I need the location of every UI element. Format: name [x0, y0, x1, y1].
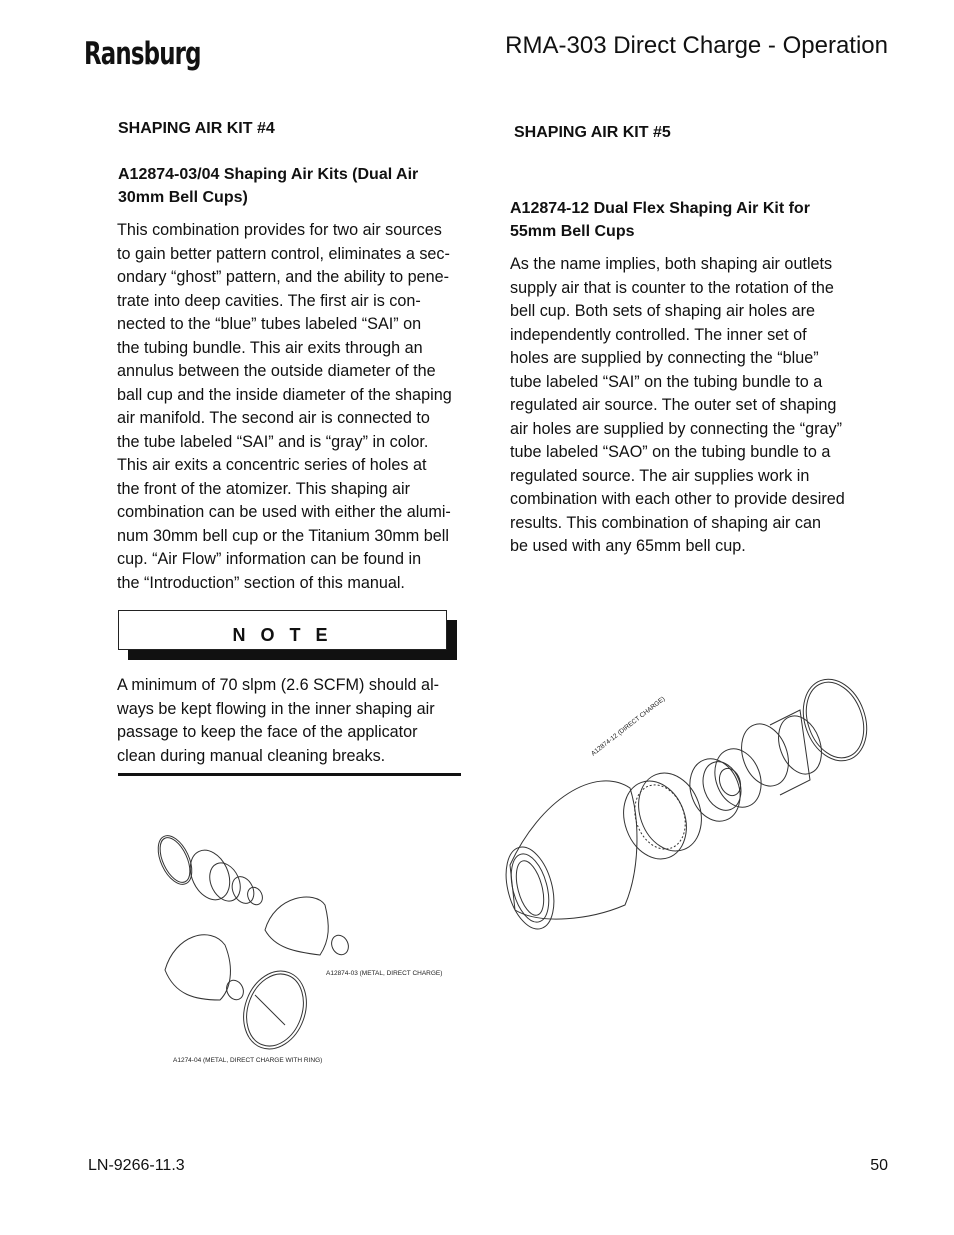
note-box [118, 610, 447, 650]
text-line: air manifold. The second air is connected to [117, 409, 430, 427]
text-line: combination can be used with either the alumi- [117, 503, 451, 521]
text-line: the “Introduction” section of this manual. [117, 573, 405, 592]
text-line: regulated source. The air supplies work in [510, 466, 810, 485]
left-kit-heading [118, 163, 418, 209]
dual-air-kit-illustration [155, 830, 455, 1060]
upper-figure-caption: A12874-03 (METAL, DIRECT CHARGE) [326, 970, 443, 977]
page-number: 50 [870, 1157, 888, 1174]
text-line: be used with any 65mm bell cup. [510, 537, 746, 555]
note-text [117, 674, 439, 768]
text-line: cup. “Air Flow” information can be found in [117, 550, 422, 568]
text-line: ways be kept flowing in the inner shaping air [117, 699, 435, 718]
text-line: This air exits a concentric series of holes at [117, 456, 427, 474]
left-kit-heading-line: 30mm Bell Cups) [118, 189, 248, 206]
note-divider [118, 773, 461, 776]
text-line: bell cup. Both sets of shaping air holes are [510, 302, 816, 320]
right-body-paragraph [510, 253, 845, 559]
text-line: air holes are supplied by connecting the “gray” [510, 419, 843, 438]
text-line: the front of the atomizer. This shaping air [117, 479, 411, 498]
text-line: tube labeled “SAI” on the tubing bundle to a [510, 372, 823, 391]
document-title: RMA-303 Direct Charge - Operation [505, 32, 888, 59]
text-line: nected to the “blue” tubes labeled “SAI” on [117, 315, 422, 333]
right-figure-caption: A12874-12 (DIRECT CHARGE) [590, 695, 667, 758]
right-section-heading: SHAPING AIR KIT #5 [514, 124, 671, 141]
text-line: ondary “ghost” pattern, and the ability to pene- [117, 268, 450, 286]
text-line: num 30mm bell cup or the Titanium 30mm bell [117, 526, 449, 545]
text-line: to gain better pattern control, eliminates a sec- [117, 244, 450, 263]
company-logo: Ransburg [84, 36, 201, 72]
text-line: A minimum of 70 slpm (2.6 SCFM) should al- [117, 676, 440, 694]
left-kit-heading-line: A12874-03/04 Shaping Air Kits (Dual Air [118, 166, 419, 183]
text-line: ball cup and the inside diameter of the shaping [117, 385, 452, 404]
text-line: supply air that is counter to the rotation of the [510, 278, 834, 297]
text-line: tube labeled “SAO” on the tubing bundle to a [510, 443, 831, 461]
lower-figure-caption: A1274-04 (METAL, DIRECT CHARGE WITH RING) [173, 1057, 323, 1064]
text-line: results. This combination of shaping air can [510, 513, 822, 532]
text-line: holes are supplied by connecting the “blue” [510, 349, 819, 367]
text-line: the tube labeled “SAI” and is “gray” in color. [117, 432, 429, 451]
right-kit-heading-line: 55mm Bell Cups [510, 223, 635, 240]
dual-flex-kit-illustration [500, 670, 880, 940]
text-line: passage to keep the face of the applicator [117, 723, 418, 741]
text-line: combination with each other to provide desired [510, 490, 845, 508]
text-line: regulated air source. The outer set of shaping [510, 396, 837, 414]
left-section-heading: SHAPING AIR KIT #4 [118, 120, 275, 137]
text-line: trate into deep cavities. The first air is con- [117, 291, 421, 310]
text-line: clean during manual cleaning breaks. [117, 746, 386, 765]
document-number: LN-9266-11.3 [88, 1157, 185, 1174]
right-kit-heading [510, 197, 810, 243]
text-line: As the name implies, both shaping air outlets [510, 255, 833, 273]
text-line: the tubing bundle. This air exits through an [117, 338, 423, 357]
text-line: This combination provides for two air sources [117, 221, 442, 239]
text-line: annulus between the outside diameter of the [117, 362, 436, 380]
note-label: N O T E [232, 625, 333, 645]
right-kit-heading-line: A12874-12 Dual Flex Shaping Air Kit for [510, 200, 810, 217]
text-line: independently controlled. The inner set of [510, 325, 807, 344]
left-body-paragraph [117, 219, 452, 595]
